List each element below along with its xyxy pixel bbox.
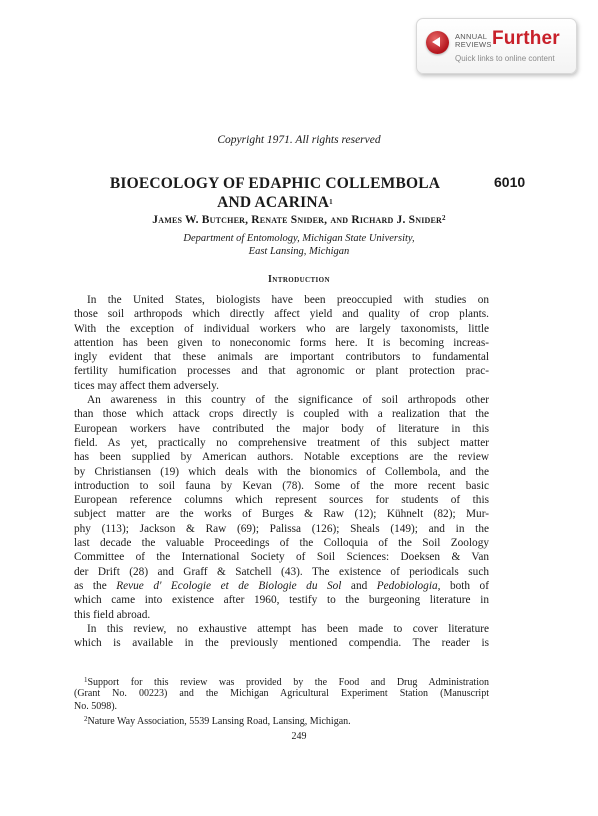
text-line: European workers have contributed the major body of literature in this xyxy=(74,422,489,435)
play-icon xyxy=(426,31,449,54)
text-line: der Drift (28) and Graff & Satchell (43). The existence of periodicals such xyxy=(74,565,489,578)
footnotes xyxy=(74,674,489,726)
affiliation-line-2: East Lansing, Michigan xyxy=(248,246,350,257)
badge-brand: Further xyxy=(492,28,560,49)
journals-pre: as the xyxy=(74,579,117,592)
badge-annual-text: ANNUAL xyxy=(455,32,488,41)
text-line: attention has been given to noneconomic forms here. It is becoming increas- xyxy=(74,336,489,349)
affiliation-line-1: Department of Entomology, Michigan State University, xyxy=(183,233,415,244)
footnote-1-text: Support for this review was provided by the Food and Drug Administration xyxy=(87,677,489,688)
journals-post: both of xyxy=(440,579,489,592)
article-code: 6010 xyxy=(494,174,526,190)
title-line-1: BIOECOLOGY OF EDAPHIC COLLEMBOLA xyxy=(109,175,441,192)
footnote-1-line xyxy=(74,674,489,687)
authors-footnote-marker: 2 xyxy=(442,214,446,222)
text-line: has been supplied by American authors. Notable exceptions are the review xyxy=(74,451,489,464)
text-line: Committee of the International Society of Soil Sciences: Doeksen & Van xyxy=(74,551,489,564)
text-line: fertility humification processes and that agronomic or plant protection prac- xyxy=(74,365,489,378)
journal-revue: Revue d' Ecologie et de Biologie du Sol xyxy=(116,579,342,592)
footnote-1-line: (Grant No. 00223) and the Michigan Agricultural Experiment Station (Manuscript xyxy=(74,688,489,699)
text-line: With the exception of individual workers who are largely taxonomists, little xyxy=(74,322,489,335)
text-line: this field abroad. xyxy=(74,608,151,621)
authors xyxy=(0,214,598,226)
section-heading: Introduction xyxy=(268,274,330,285)
footnote-2-line xyxy=(74,713,489,726)
text-line: introduction to soil fauna by Kevan (78). Some of the more recent basic xyxy=(74,479,489,492)
text-line: An awareness in this country of the significance of soil arthropods other xyxy=(87,394,489,407)
text-line: than those which attack crops directly is coupled with a realization that the xyxy=(74,408,489,421)
text-line: European reference columns which represent sources for students of this xyxy=(74,494,489,507)
text-line: those soil arthropods which directly affect yield and quality of crop plants. xyxy=(74,308,489,321)
text-line: phy (113); Jackson & Raw (69); Palissa (126); Sheals (149); and in the xyxy=(74,522,489,535)
paragraph-2 xyxy=(74,393,489,622)
copyright-notice: Copyright 1971. All rights reserved xyxy=(217,134,381,146)
text-line: In this review, no exhaustive attempt has been made to cover literature xyxy=(87,622,489,635)
title-footnote-marker: 1 xyxy=(329,198,333,206)
badge-reviews-text: REVIEWS xyxy=(455,40,492,49)
footnote-1-line: No. 5098). xyxy=(74,701,118,712)
footnote-2-text: Nature Way Association, 5539 Lansing Road, Lansing, Michigan. xyxy=(87,716,351,727)
text-line: last decade the valuable Proceedings of the Colloquia of the Soil Zoology xyxy=(74,537,489,550)
text-line: field. As yet, practically no comprehensive treatment of this subject matter xyxy=(74,436,489,449)
journal-pedobiologia: Pedobiologia, xyxy=(376,579,441,592)
title-line-2-text: AND ACARINA xyxy=(217,194,330,211)
text-line: In the United States, biologists have been preoccupied with studies on xyxy=(87,294,489,306)
further-badge[interactable] xyxy=(416,18,577,74)
text-line: subject matter are the works of Burges & Raw (12); Kühnelt (82); Mur- xyxy=(74,508,489,521)
text-line: which came into existence after 1960, testify to the burgeoning literature in xyxy=(74,594,489,607)
page-number: 249 xyxy=(291,731,307,742)
badge-tagline: Quick links to online content xyxy=(455,54,555,63)
text-line-journals xyxy=(74,579,489,593)
footnote-1-marker: 1 xyxy=(84,676,88,684)
text-line: by Christiansen (19) which deals with the bionomics of Collembola, and the xyxy=(74,465,489,478)
text-line: tices may affect them adversely. xyxy=(74,379,219,392)
article-title xyxy=(60,174,490,212)
text-line: which is available in the previously mentioned compendia. The reader is xyxy=(74,637,489,650)
authors-text: James W. Butcher, Renate Snider, and Richard J. Snider xyxy=(152,214,443,226)
body-text xyxy=(74,293,489,650)
title-line-2 xyxy=(60,193,490,212)
text-line: ingly evident that these animals are important contributors to fundamental xyxy=(74,351,489,364)
affiliation xyxy=(0,232,598,258)
footnote-2-marker: 2 xyxy=(84,715,88,723)
paragraph-3 xyxy=(74,622,489,651)
journals-mid: and xyxy=(341,579,377,592)
paragraph-1 xyxy=(74,293,489,393)
badge-annual-reviews xyxy=(455,33,492,49)
